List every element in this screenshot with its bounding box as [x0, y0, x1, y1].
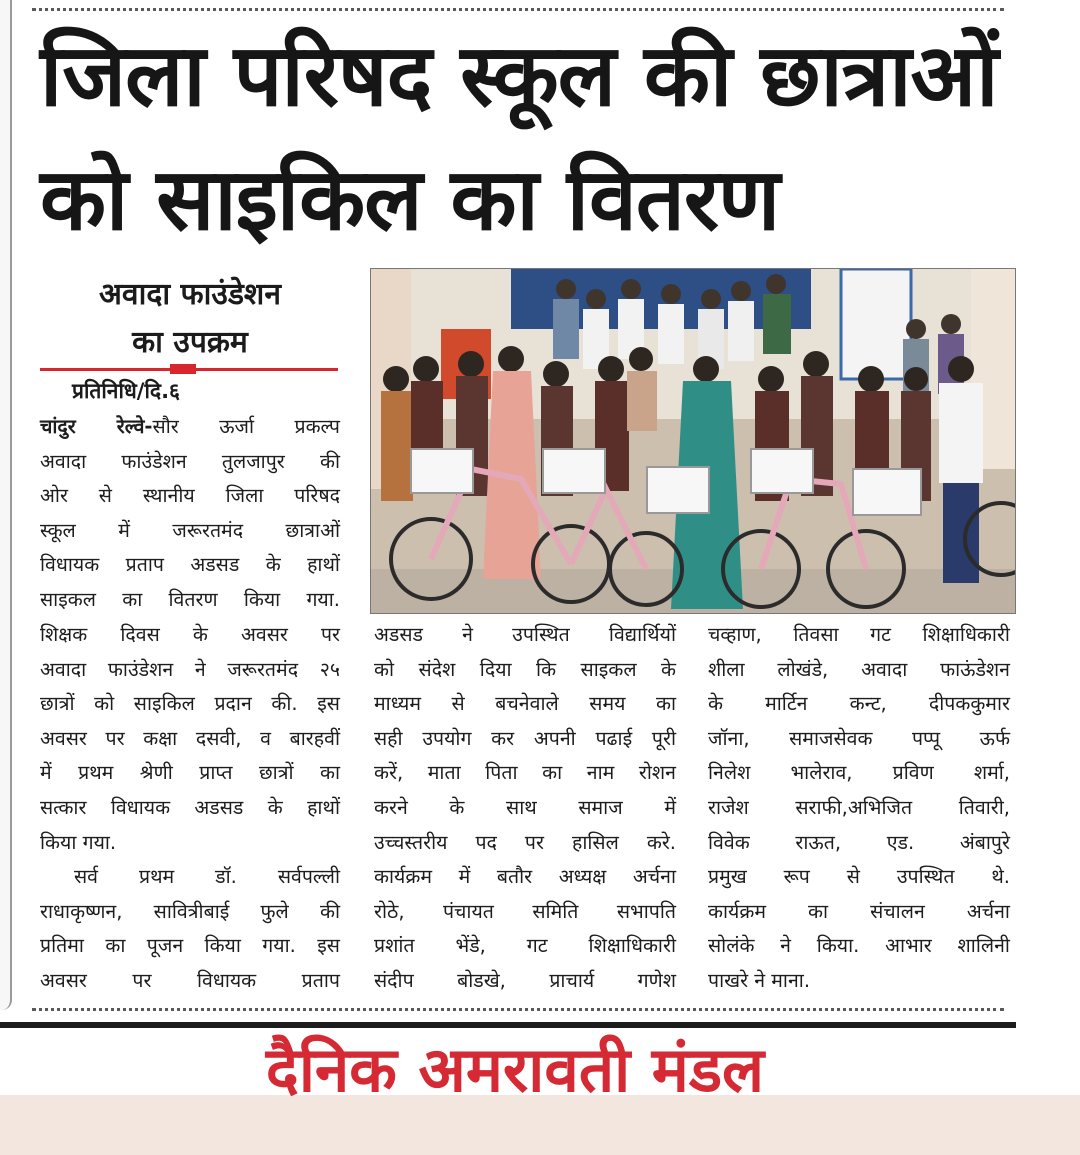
column-line: उच्चस्तरीय पद पर हासिल करे.	[374, 830, 676, 854]
column-line: संदीप बोडखे, प्राचार्य गणेश	[374, 968, 676, 992]
column-line: के मार्टिन कन्ट, दीपककुमार	[708, 692, 1010, 716]
column-line-text: सौर ऊर्जा प्रकल्प	[152, 415, 340, 438]
page-left-border	[0, 0, 12, 1010]
column-line: कार्यक्रम में बतौर अध्यक्ष अर्चना	[374, 865, 676, 889]
column-line: अवादा फाउंडेशन तुलजापुर की	[40, 449, 340, 473]
bottom-thick-rule	[0, 1022, 1016, 1028]
column-line: कार्यक्रम का संचालन अर्चना	[708, 899, 1010, 923]
newspaper-masthead: दैनिक अमरावती मंडल	[265, 1033, 765, 1106]
column-line: विधायक प्रताप अडसड के हाथों	[40, 553, 340, 577]
article-column-1-top	[40, 410, 340, 618]
column-line: प्रतिमा का पूजन किया गया. इस	[40, 934, 340, 958]
column-line: जॉना, समाजसेवक पप्पू ऊर्फ	[708, 726, 1010, 750]
column-line: माध्यम से बचनेवाले समय का	[374, 692, 676, 716]
headline-line-2: को साइकिल का वितरण	[40, 150, 780, 250]
column-line: स्कूल में जरूरतमंद छात्राओं	[40, 518, 340, 542]
column-line: छात्रों को साइकिल प्रदान की. इस	[40, 692, 340, 716]
subheading-line-2: का उपक्रम	[132, 325, 248, 360]
column-line: सर्व प्रथम डॉ. सर्वपल्ली	[74, 865, 340, 889]
column-line: को संदेश दिया कि साइकल के	[374, 657, 676, 681]
column-line	[40, 410, 340, 445]
article-column-3	[708, 618, 1010, 999]
headline-line-1: जिला परिषद स्कूल की छात्राओं	[40, 26, 998, 126]
column-line: सही उपयोग कर अपनी पढाई पूरी	[374, 726, 676, 750]
column-line: चव्हाण, तिवसा गट शिक्षाधिकारी	[708, 623, 1010, 646]
article-column-2	[374, 618, 676, 999]
column-line: किया गया.	[40, 830, 117, 854]
dateline: चांदुर रेल्वे-	[40, 415, 153, 438]
column-line: अवसर पर विधायक प्रताप	[40, 968, 340, 992]
column-line: पाखरे ने माना.	[708, 968, 811, 992]
column-line: निलेश भालेराव, प्रविण शर्मा,	[708, 761, 1010, 785]
column-line: सोलंके ने किया. आभार शालिनी	[708, 934, 1010, 958]
bottom-dotted-rule	[32, 1008, 1004, 1011]
column-line: ओर से स्थानीय जिला परिषद	[40, 484, 340, 508]
article-column-1-bottom	[40, 618, 340, 999]
event-photo	[370, 268, 1016, 614]
column-line: प्रमुख रूप से उपस्थित थे.	[708, 865, 1010, 889]
column-line: राधाकृष्णन, सावित्रीबाई फुले की	[40, 899, 340, 923]
column-line: प्रशांत भेंडे, गट शिक्षाधिकारी	[374, 934, 676, 958]
column-line: रोठे, पंचायत समिति सभापति	[374, 899, 676, 923]
event-photo-illustration	[371, 269, 1015, 613]
subheading-line-1: अवादा फाउंडेशन	[99, 277, 281, 312]
column-line: साइकल का वितरण किया गया.	[40, 587, 340, 611]
column-line: सत्कार विधायक अडसड के हाथों	[40, 795, 340, 819]
byline: प्रतिनिधि/दि.६	[72, 379, 180, 403]
column-line: अडसड ने उपस्थित विद्यार्थियों	[374, 623, 676, 646]
top-dotted-rule	[32, 8, 1004, 11]
column-line: शिक्षक दिवस के अवसर पर	[40, 623, 340, 646]
column-line: करें, माता पिता का नाम रोशन	[374, 761, 676, 785]
column-line: करने के साथ समाज में	[374, 795, 676, 819]
column-line: में प्रथम श्रेणी प्राप्त छात्रों का	[40, 761, 340, 785]
subheading-red-marker	[170, 364, 196, 374]
column-line: राजेश सराफी,अभिजित तिवारी,	[708, 795, 1010, 819]
column-line: शीला लोखंडे, अवादा फाऊंडेशन	[708, 657, 1010, 681]
column-line: अवादा फाउंडेशन ने जरूरतमंद २५	[40, 657, 340, 681]
column-line: विवेक राऊत, एड. अंबापुरे	[708, 830, 1010, 854]
column-line: अवसर पर कक्षा दसवी, व बारहवीं	[40, 726, 340, 750]
